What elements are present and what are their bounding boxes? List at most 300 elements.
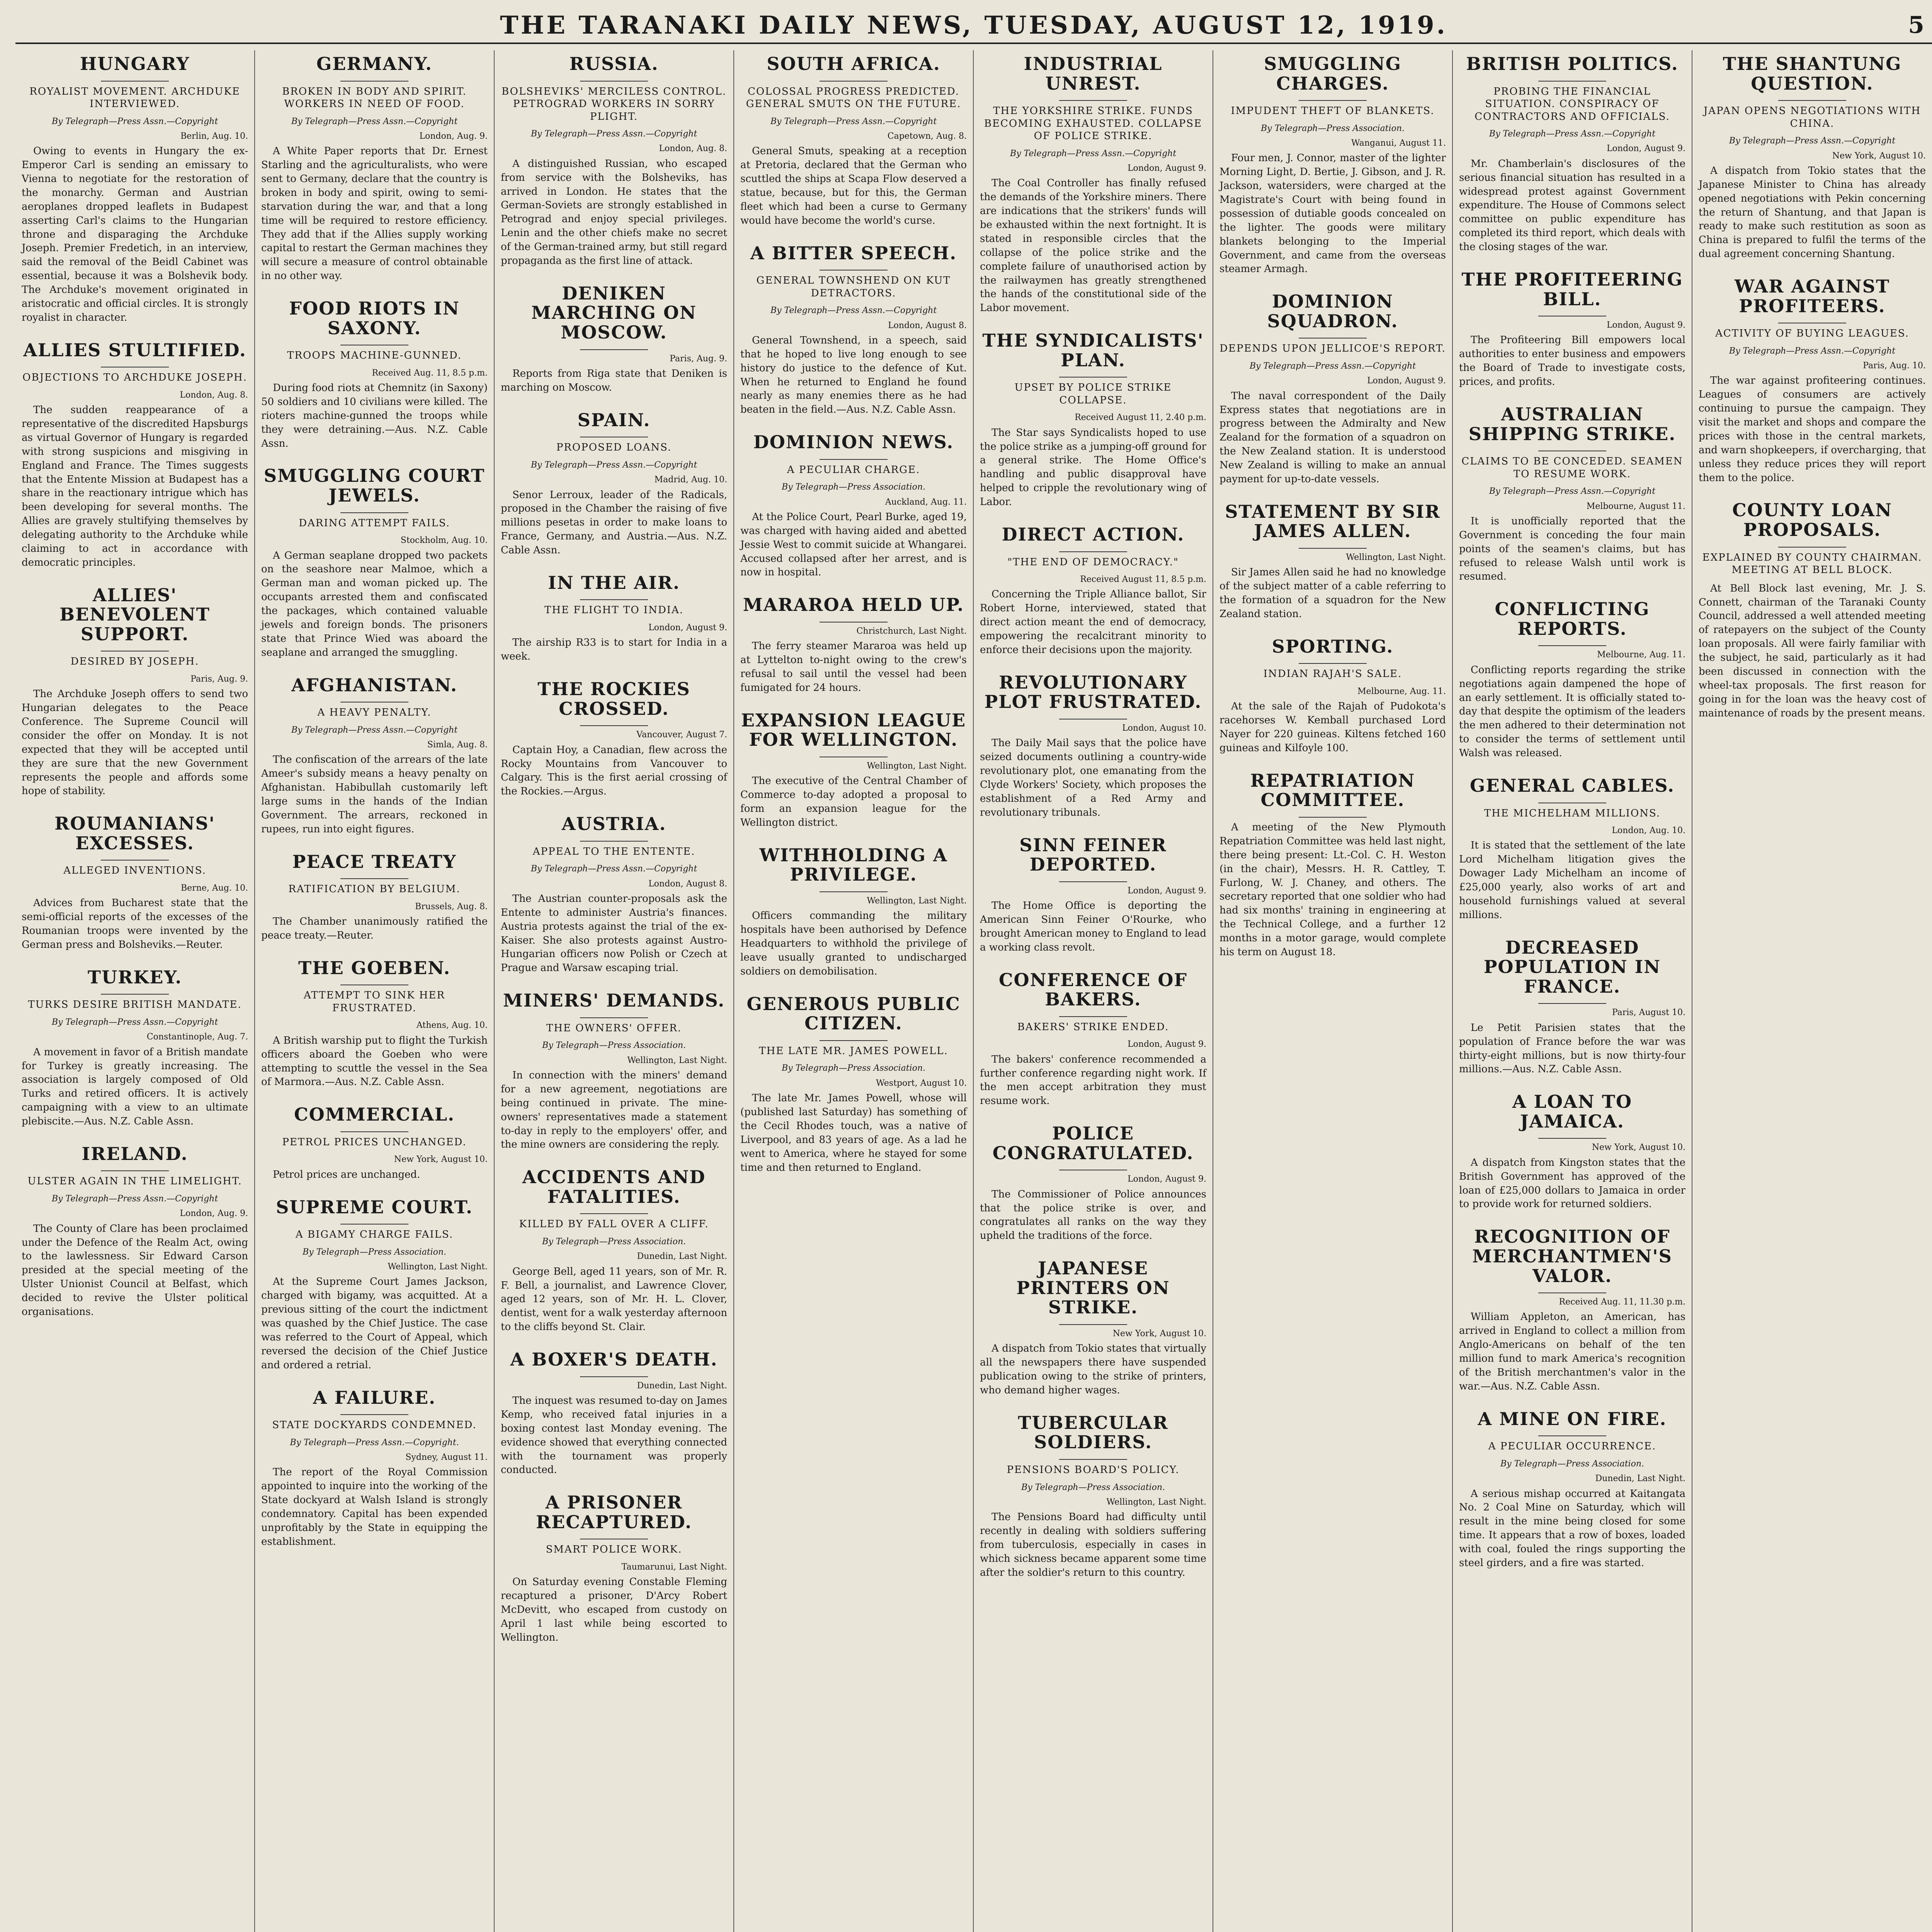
headline-divider (1778, 547, 1846, 548)
article-headline: PEACE TREATY (292, 851, 457, 872)
article (501, 991, 727, 1152)
article-body: Senor Lerroux, leader of the Radicals, proposed in the Chamber the raising of five millions pesetas in order to make loans to France, Germany, and Austria.—Aus. N.Z. Cable Assn. (501, 489, 727, 556)
article (22, 1144, 248, 1319)
article-subheadline: PROBING THE FINANCIAL SITUATION. CONSPIRACY OF CONTRACTORS AND OFFICIALS. (1475, 85, 1670, 122)
article-headline: POLICE CONGRATULATED. (992, 1123, 1194, 1163)
article (740, 54, 967, 228)
headline-divider (580, 599, 648, 600)
article-headline: ACCIDENTS AND FATALITIES. (522, 1167, 706, 1207)
headline-divider (580, 349, 648, 350)
article (501, 814, 727, 975)
article-dateline: London, August 9. (1607, 320, 1685, 330)
article (261, 958, 488, 1089)
article-headline: A MINE ON FIRE. (1478, 1408, 1667, 1429)
article (501, 284, 727, 395)
article (501, 573, 727, 664)
article-body: Petrol prices are unchanged. (273, 1168, 420, 1180)
article (1459, 1092, 1685, 1211)
article-headline: RUSSIA. (569, 53, 659, 74)
article (501, 1167, 727, 1334)
article-dateline: Received August 11, 8.5 p.m. (1080, 575, 1206, 585)
article-dateline: Christchurch, Last Night. (856, 626, 967, 636)
article-subheadline: A HEAVY PENALTY. (317, 707, 432, 719)
article-subheadline: UPSET BY POLICE STRIKE COLLAPSE. (1014, 382, 1172, 406)
article-body: The war against profiteering continues. Leagues of consumers are actively continuing to pursue the campaign. They visit the market and shops and compare the prices with those in the central markets, and warn shopkeepers, if overcharging, that unless they reduce prices they will report them to the police. (1699, 375, 1926, 484)
article (1459, 54, 1685, 254)
article-dateline: Westport, August 10. (876, 1078, 967, 1088)
article (501, 1493, 727, 1645)
article-headline: IRELAND. (82, 1143, 188, 1164)
article-body: General Smuts, speaking at a reception at Pretoria, declared that the German who scuttled the ships at Scapa Flow deserved a statue, because, but for this, the German fleet which had been a curse to Germany would have become the world's curse. (740, 145, 967, 226)
headline-divider (1299, 663, 1367, 664)
article (1459, 599, 1685, 760)
article-dateline: Received August 11, 2.40 p.m. (1075, 413, 1206, 423)
article-headline: ALLIES STULTIFIED. (23, 339, 247, 361)
article (980, 970, 1206, 1109)
article-byline: By Telegraph—Press Assn.—Copyright (531, 864, 697, 874)
article-dateline: New York, August 10. (1592, 1143, 1685, 1153)
article (501, 54, 727, 268)
article-body: General Townshend, in a speech, said that he hoped to live long enough to see history do justice to the defence of Kut. When he returned to England he found nearly as many enemies there as he had beaten in the field.—Aus. N.Z. Cable Assn. (740, 334, 967, 416)
headline-divider (580, 1017, 648, 1018)
article-byline: By Telegraph—Press Assn.—Copyright. (290, 1437, 459, 1447)
article-headline: GENEROUS PUBLIC CITIZEN. (747, 993, 961, 1034)
article-headline: AUSTRIA. (561, 813, 667, 835)
article (1459, 776, 1685, 922)
article-headline: STATEMENT BY SIR JAMES ALLEN. (1225, 501, 1440, 542)
article-dateline: Wanganui, August 11. (1351, 138, 1446, 148)
column-7 (1453, 50, 1692, 1932)
article-dateline: Brussels, Aug. 8. (415, 901, 488, 912)
article-body: The County of Clare has been proclaimed under the Defence of the Realm Act, owing to the lawlessness. Sir Edward Carson presided at the special meeting of the Ulster Unionist Council at Belfast, which decided to revive the Ulster political organisations. (22, 1223, 248, 1318)
article-headline: DECREASED POPULATION IN FRANCE. (1483, 937, 1661, 997)
article-body: At the sale of the Rajah of Pudokota's racehorses W. Kemball purchased Lord Nayer for 220 guineas. Kiltens fetched 160 guineas and Kilfoyle 100. (1219, 701, 1446, 754)
headline-divider (1299, 100, 1367, 101)
article (740, 432, 967, 580)
article-subheadline: THE FLIGHT TO INDIA. (544, 604, 684, 616)
article-byline: By Telegraph—Press Assn.—Copyright (291, 725, 458, 735)
column-2 (255, 50, 495, 1932)
article-headline: MARAROA HELD UP. (743, 594, 964, 616)
article-headline: THE SYNDICALISTS' PLAN. (982, 330, 1204, 371)
article-dateline: Melbourne, Aug. 11. (1597, 650, 1685, 660)
headline-divider (1538, 81, 1606, 82)
article-headline: GERMANY. (316, 53, 433, 74)
article-dateline: Paris, Aug. 9. (670, 354, 727, 364)
article-subheadline: DEPENDS UPON JELLICOE'S REPORT. (1219, 343, 1446, 355)
column-5 (974, 50, 1213, 1932)
article-body: At the Police Court, Pearl Burke, aged 19, was charged with having aided and abetted Jessie West to commit suicide at Whangarei. Accused collapsed after her arrest, and is now in hospital. (740, 511, 967, 578)
article (980, 1124, 1206, 1243)
article-byline: By Telegraph—Press Assn.—Copyright (51, 116, 218, 126)
article-dateline: London, August 9. (1128, 886, 1206, 896)
article-dateline: London, August 9. (1367, 376, 1446, 386)
article-headline: DOMINION SQUADRON. (1267, 291, 1398, 332)
article-dateline: London, Aug. 9. (180, 1209, 248, 1219)
article-body: A distinguished Russian, who escaped from service with the Bolsheviks, has arrived in London. He states that the German-Soviets are strongly established in Petrograd and enjoy special privileges. Lenin and the other chiefs make no secret of the German-trained army, but still regard propaganda as the first line of attack. (501, 158, 727, 267)
article-headline: AFGHANISTAN. (291, 674, 458, 696)
article-body: The Commissioner of Police announces that the police strike is over, and congratulates all ranks on the way they upheld the traditions of the force. (980, 1188, 1206, 1242)
article-subheadline: COLOSSAL PROGRESS PREDICTED. GENERAL SMUTS ON THE FUTURE. (746, 85, 961, 110)
headline-divider (580, 1376, 648, 1377)
article (1459, 1227, 1685, 1393)
article-subheadline: BROKEN IN BODY AND SPIRIT. WORKERS IN NEED OF FOOD. (282, 85, 467, 110)
article-byline: By Telegraph—Press Assn.—Copyright (1489, 129, 1656, 139)
article-body: A dispatch from Kingston states that the British Government has approved of the loan of £25,000 dollars to Jamaica in order to provide work for returned soldiers. (1459, 1156, 1685, 1210)
article-byline: By Telegraph—Press Assn.—Copyright (531, 460, 697, 470)
article-subheadline: STATE DOCKYARDS CONDEMNED. (272, 1419, 477, 1431)
article-subheadline: THE LATE MR. JAMES POWELL. (759, 1045, 948, 1057)
article-headline: SUPREME COURT. (276, 1196, 473, 1218)
article (1699, 54, 1926, 261)
article-byline: By Telegraph—Press Association. (1261, 123, 1405, 133)
article-headline: SMUGGLING COURT JEWELS. (264, 465, 485, 506)
article-body: At Bell Block last evening, Mr. J. S. Connett, chairman of the Taranaki County Council, addressed a well attended meeting of ratepayers on the subject of the County loan proposals. All were fairly familiar with the subject, he said, particularly as it had been discussed in connection with the wheel-tax proposals. The first reason for going in for the loan was the heavy cost of maintenance of roads by the present means. (1699, 582, 1926, 719)
article-body: The Austrian counter-proposals ask the Entente to administer Austria's finances. Austria protests against the trial of the ex-Kaiser. She also protests against Austro-Hungarian officers now Polish or Czech at Prague and Warsaw escaping trial. (501, 893, 727, 974)
article-subheadline: OBJECTIONS TO ARCHDUKE JOSEPH. (22, 372, 247, 384)
article (740, 595, 967, 695)
article-body: A British warship put to flight the Turkish officers aboard the Goeben who were attempting to scuttle the vessel in the Sea of Marmora.—Aus. N.Z. Cable Assn. (261, 1034, 488, 1088)
article-headline: A LOAN TO JAMAICA. (1512, 1091, 1633, 1132)
article (980, 835, 1206, 955)
headline-divider (340, 1131, 408, 1132)
article-dateline: London, Aug. 8. (659, 144, 727, 154)
article-headline: THE ROCKIES CROSSED. (537, 679, 690, 719)
article-subheadline: PETROL PRICES UNCHANGED. (282, 1136, 467, 1148)
article (1459, 405, 1685, 584)
column-6 (1213, 50, 1453, 1932)
article (1459, 938, 1685, 1077)
article (22, 54, 248, 325)
article (1699, 500, 1926, 720)
article-subheadline: CLAIMS TO BE CONCEDED. SEAMEN TO RESUME WORK. (1461, 456, 1683, 480)
article-subheadline: ALLEGED INVENTIONS. (63, 865, 206, 877)
article (22, 968, 248, 1129)
column-8 (1692, 50, 1932, 1932)
headline-divider (101, 1170, 169, 1171)
article-dateline: London, August 10. (1122, 723, 1206, 733)
article-body: The late Mr. James Powell, whose will (published last Saturday) has something of the Cecil Rhodes touch, was a native of Liverpool, and 83 years of age. As a lad he went to America, where he stayed for some time and then returned to England. (740, 1092, 967, 1173)
headline-divider (1538, 1003, 1606, 1004)
article-byline: By Telegraph—Press Assn.—Copyright (51, 1194, 218, 1204)
article-dateline: Paris, Aug. 9. (190, 674, 248, 684)
article-dateline: London, Aug. 10. (1612, 826, 1685, 836)
article-byline: By Telegraph—Press Assn.—Copyright (1249, 361, 1416, 371)
article-body: Sir James Allen said he had no knowledge of the subject matter of a cable referring to the formation of a squadron for the New Zealand station. (1219, 566, 1446, 620)
article (261, 54, 488, 283)
article (980, 525, 1206, 657)
article-body: It is stated that the settlement of the late Lord Michelham litigation gives the Dowager Lady Michelham an income of £25,000 yearly, also works of art and household furnishings valued at several millions. (1459, 840, 1685, 921)
article-subheadline: BAKERS' STRIKE ENDED. (1017, 1021, 1169, 1033)
article-headline: A FAILURE. (313, 1387, 436, 1408)
article-headline: REVOLUTIONARY PLOT FRUSTRATED. (984, 672, 1202, 713)
article-subheadline: JAPAN OPENS NEGOTIATIONS WITH CHINA. (1703, 105, 1921, 129)
masthead (15, 8, 1932, 44)
article-subheadline: PENSIONS BOARD'S POLICY. (1007, 1464, 1180, 1476)
article-body: The Daily Mail says that the police have seized documents outlining a country-wide revolutionary plot, one emanating from the Clyde Workers' Society, which proposes the establishment of a Red Army and revolutionary tribunals. (980, 737, 1206, 818)
article-dateline: London, Aug. 9. (419, 131, 488, 141)
article-headline: DIRECT ACTION. (1002, 524, 1185, 545)
headline-divider (340, 1224, 408, 1225)
headline-divider (580, 841, 648, 842)
article-dateline: Constantinople, Aug. 7. (146, 1032, 248, 1042)
headline-divider (1538, 1138, 1606, 1139)
article-headline: FOOD RIOTS IN SAXONY. (289, 298, 460, 338)
headline-divider (1538, 645, 1606, 646)
article (740, 711, 967, 830)
article-dateline: London, August 9. (1128, 163, 1206, 173)
article-dateline: New York, August 10. (1832, 151, 1926, 161)
article-dateline: Dunedin, Last Night. (637, 1252, 727, 1262)
headline-divider (340, 878, 408, 879)
article-body: A dispatch from Tokio states that the Japanese Minister to China has already opened negotiations with Pekin concerning the return of Shantung, and that Japan is ready to make such restitution as soon as China is prepared to fulfil the terms of the dual agreement concerning Shantung. (1699, 165, 1926, 260)
article-headline: DOMINION NEWS. (753, 432, 954, 453)
article (980, 673, 1206, 820)
column-4 (734, 50, 974, 1932)
headline-divider (340, 81, 408, 82)
article-byline: By Telegraph—Press Association. (782, 482, 925, 492)
article-subheadline: ULSTER AGAIN IN THE LIMELIGHT. (27, 1175, 242, 1187)
article-byline: By Telegraph—Press Association. (1021, 1482, 1165, 1492)
article-body: The confiscation of the arrears of the late Ameer's subsidy means a heavy penalty on Afghanistan. Habibullah customarily left large sums in the hands of the Indian Government. The arrears, reckoned in rupees, run into eight figures. (261, 754, 488, 835)
headline-divider (340, 512, 408, 513)
article-body: The Profiteering Bill empowers local authorities to enter business and empowers the Board of Trade to investigate costs, prices, and profits. (1459, 334, 1685, 388)
article (1459, 1409, 1685, 1570)
article (740, 845, 967, 979)
article-dateline: Stockholm, Aug. 10. (400, 536, 488, 546)
article-body: George Bell, aged 11 years, son of Mr. R. F. Bell, a journalist, and Lawrence Clover, aged 12 years, son of Mr. H. L. Clover, dentist, went for a walk yesterday afternoon to the cliffs beyond St. Clair. (501, 1265, 727, 1333)
article-headline: HUNGARY (80, 53, 190, 74)
headline-divider (820, 1040, 888, 1041)
article-dateline: Paris, Aug. 10. (1863, 361, 1926, 371)
article-dateline: London, Aug. 8. (180, 390, 248, 400)
article-byline: By Telegraph—Press Association. (303, 1247, 446, 1257)
headline-divider (1059, 377, 1127, 378)
headline-divider (101, 81, 169, 82)
article-body: Concerning the Triple Alliance ballot, Sir Robert Horne, interviewed, stated that direct action meant the end of democracy, empowering the recalcitrant minority to enforce their decisions upon the majority. (980, 588, 1206, 656)
article-body: Conflicting reports regarding the strike negotiations again dampened the hope of an early settlement. It is officially stated to-day that despite the optimism of the leaders the men adhered to their determination not to consider the terms of settlement until Walsh was released. (1459, 664, 1685, 759)
article-subheadline: APPEAL TO THE ENTENTE. (532, 845, 696, 857)
article (980, 1413, 1206, 1580)
article-body: At the Supreme Court James Jackson, charged with bigamy, was acquitted. At a previous sitting of the court the indictment was quashed by the Chief Justice. The case was referred to the Court of Appeal, which reversed the decision of the Chief Justice and ordered a retrial. (261, 1276, 488, 1371)
article-headline: EXPANSION LEAGUE FOR WELLINGTON. (741, 709, 966, 750)
article-body: Le Petit Parisien states that the population of France before the war was thirty-eight millions, but is now thirty-four millions.—Aus. N.Z. Cable Assn. (1459, 1022, 1685, 1075)
article-subheadline: DESIRED BY JOSEPH. (70, 656, 199, 668)
headline-divider (1299, 817, 1367, 818)
article-body: The Chamber unanimously ratified the peace treaty.—Reuter. (261, 916, 488, 941)
article-body: William Appleton, an American, has arrived in England to collect a million from Anglo-Americans on behalf of the ten million fund to mark America's recognition of the British merchantmen's valor in the war.—Aus. N.Z. Cable Assn. (1459, 1311, 1685, 1392)
article-subheadline: THE MICHELHAM MILLIONS. (1484, 807, 1661, 819)
article-body: The Coal Controller has finally refused the demands of the Yorkshire miners. There are indications that the strikers' funds will be exhausted within the next fortnight. It is stated in responsible circles that the collapse of the police strike and the complete failure of unauthorised action by the railwaymen has greatly strengthened the hands of the constitutional side of the Labor movement. (980, 177, 1206, 314)
article (501, 679, 727, 799)
article-byline: By Telegraph—Press Assn.—Copyright (531, 129, 697, 139)
article-headline: INDUSTRIAL UNREST. (1024, 53, 1163, 94)
article-headline: TURKEY. (87, 966, 182, 988)
article (22, 585, 248, 799)
article-byline: By Telegraph—Press Assn.—Copyright (51, 1017, 218, 1027)
article-body: The executive of the Central Chamber of Commerce to-day adopted a proposal to form an expansion league for the Wellington district. (740, 775, 967, 828)
newspaper-page (15, 8, 1932, 1932)
article-headline: A BITTER SPEECH. (750, 242, 957, 264)
article (261, 675, 488, 837)
column-3 (495, 50, 734, 1932)
article-byline: By Telegraph—Press Assn.—Copyright (770, 306, 937, 316)
article-subheadline: INDIAN RAJAH'S SALE. (1263, 668, 1402, 680)
article-dateline: Berne, Aug. 10. (181, 883, 248, 893)
article-dateline: New York, August 10. (394, 1155, 488, 1165)
article-body: A dispatch from Tokio states that virtually all the newspapers there have suspended publication owing to the strike of printers, who demand higher wages. (980, 1343, 1206, 1396)
article-body: The naval correspondent of the Daily Express states that negotiations are in progress between the Admiralty and New Zealand for the formation of a squadron on the New Zealand station. It is understood New Zealand is willing to make an annual payment for up-to-date vessels. (1219, 390, 1446, 485)
column-1 (15, 50, 255, 1932)
headline-divider (1538, 1435, 1606, 1436)
article-headline: COUNTY LOAN PROPOSALS. (1732, 500, 1893, 541)
article (1219, 502, 1446, 621)
headline-divider (340, 1414, 408, 1415)
article-headline: SMUGGLING CHARGES. (1264, 53, 1401, 94)
article-headline: A PRISONER RECAPTURED. (536, 1492, 692, 1532)
article (261, 1197, 488, 1372)
article-dateline: Received Aug. 11, 8.5 p.m. (372, 368, 488, 378)
article-dateline: Received Aug. 11, 11.30 p.m. (1559, 1297, 1685, 1307)
headline-divider (820, 81, 888, 82)
article-subheadline: A PECULIAR CHARGE. (787, 464, 920, 476)
headline-divider (580, 725, 648, 726)
article-byline: By Telegraph—Press Association. (782, 1063, 925, 1073)
article-byline: By Telegraph—Press Assn.—Copyright (1010, 148, 1177, 158)
article-dateline: London, August 9. (1128, 1174, 1206, 1184)
article (1219, 637, 1446, 755)
article-headline: MINERS' DEMANDS. (503, 990, 725, 1011)
article-body: Reports from Riga state that Deniken is marching on Moscow. (501, 367, 727, 393)
article-dateline: Dunedin, Last Night. (1595, 1474, 1685, 1484)
headline-divider (1059, 100, 1127, 101)
article-headline: THE SHANTUNG QUESTION. (1723, 53, 1902, 94)
article-subheadline: ROYALIST MOVEMENT. ARCHDUKE INTERVIEWED. (29, 85, 240, 110)
article-dateline: New York, August 10. (1112, 1329, 1206, 1338)
article-body: In connection with the miners' demand for a new agreement, negotiations are being continued in private. The mine-owners' representatives made a statement to-day in reply to the employers' offer, and the mine owners are considering the reply. (501, 1070, 727, 1151)
article-byline: By Telegraph—Press Assn.—Copyright (770, 116, 937, 126)
article-body: Advices from Bucharest state that the semi-official reports of the excesses of the Roumanian troops were invented by the German press and Bolsheviks.—Reuter. (22, 897, 248, 951)
article-headline: IN THE AIR. (548, 572, 680, 593)
article-subheadline: SMART POLICE WORK. (546, 1544, 682, 1556)
article-dateline: Capetown, Aug. 8. (887, 131, 967, 141)
newspaper-title: THE TARANAKI DAILY NEWS, TUESDAY, AUGUST 12, 1919. (500, 10, 1447, 40)
article-body: Captain Hoy, a Canadian, flew across the Rocky Mountains from Vancouver to Calgary. This is the first aerial crossing of the Rockies.—Argus. (501, 744, 727, 798)
article-subheadline: TROOPS MACHINE-GUNNED. (287, 350, 462, 362)
article (980, 331, 1206, 509)
article-headline: A BOXER'S DEATH. (510, 1349, 718, 1370)
headline-divider (101, 994, 169, 995)
article-dateline: Auckland, Aug. 11. (885, 497, 967, 507)
article (1219, 771, 1446, 959)
article-dateline: Wellington, Last Night. (388, 1262, 488, 1272)
article-byline: By Telegraph—Press Assn.—Copyright (1729, 346, 1896, 356)
article-body: The inquest was resumed to-day on James Kemp, who received fatal injuries in a boxing contest last Monday evening. The evidence showed that everything connected with the tournament was properly conducted. (501, 1395, 727, 1476)
columns-container (15, 50, 1932, 1932)
article-headline: CONFLICTING REPORTS. (1495, 599, 1650, 639)
article-body: A meeting of the New Plymouth Repatriation Committee was held last night, there being present: Lt.-Col. C. H. Weston (in the chair), Messrs. H. R. Cattley, T. Furlong, W. J. Chaney, and others. The secretary reported that one soldier who had had six months' training in engineering at the Technical College, and a further 12 months in a motor garage, would complete his term on August 18. (1219, 821, 1446, 958)
headline-divider (580, 1213, 648, 1214)
article-headline: WAR AGAINST PROFITEERS. (1734, 276, 1890, 316)
headline-divider (1778, 100, 1846, 101)
headline-divider (1059, 551, 1127, 552)
article-body: The sudden reappearance of a representative of the discredited Hapsburgs as virtual Governor of Hungary is regarded with strong suspicions and misgiving in England and France. The Times suggests that the Entente Mission at Budapest has a share in the reactionary intrigue which has been developing for several months. The Allies are gravely stultifying themselves by delegating authority to the Archduke while claiming to act in accordance with democratic principles. (22, 404, 248, 568)
article-subheadline: PROPOSED LOANS. (556, 442, 672, 454)
headline-divider (1059, 881, 1127, 882)
article (740, 243, 967, 417)
article-subheadline: RATIFICATION BY BELGIUM. (288, 883, 461, 895)
article-dateline: Wellington, Last Night. (1106, 1497, 1206, 1507)
article-body: During food riots at Chemnitz (in Saxony) 50 soldiers and 10 civilians were killed. The rioters machine-gunned the troops while they were detraining.—Aus. N.Z. Cable Assn. (261, 382, 488, 449)
article-body: The Archduke Joseph offers to send two Hungarian delegates to the Peace Conference. The Supreme Council will consider the offer on Monday. It is not expected that they will be accepted until they are sure that the new Government represents the people and affords some hope of stability. (22, 688, 248, 797)
article-dateline: Athens, Aug. 10. (416, 1020, 488, 1031)
article-byline: By Telegraph—Press Assn.—Copyright (1489, 486, 1656, 497)
article-body: A White Paper reports that Dr. Ernest Starling and the agriculturalists, who were sent to Germany, declare that the country is broken in body and spirit, owing to semi-starvation during the war, and that a long time will be required to restore efficiency. They add that if the Allies supply working capital to restart the German machines they will secure a measure of control obtainable in no other way. (261, 145, 488, 282)
article-body: The airship R33 is to start for India in a week. (501, 637, 727, 663)
article-headline: GENERAL CABLES. (1470, 775, 1675, 796)
article-headline: ROUMANIANS' EXCESSES. (54, 813, 215, 854)
article (980, 1259, 1206, 1398)
article-subheadline: THE OWNERS' OFFER. (546, 1022, 682, 1034)
article-body: The report of the Royal Commission appointed to inquire into the working of the State dockyard at Walsh Island is strongly condemnatory. Capital has been expended unprofitably by the State in equipping the establishment. (261, 1466, 488, 1548)
headline-divider (101, 860, 169, 861)
article-subheadline: ATTEMPT TO SINK HER FRUSTRATED. (304, 990, 445, 1014)
article-body: The ferry steamer Mararoa was held up at Lyttelton to-night owing to the crew's refusal to sail until the vessel had been fumigated for 24 hours. (740, 640, 967, 694)
article-body: Officers commanding the military hospitals have been authorised by Defence Headquarters to withhold the privilege of leave usually granted to undischarged soldiers on demobilisation. (740, 910, 967, 977)
article-subheadline: EXPLAINED BY COUNTY CHAIRMAN. MEETING AT BELL BLOCK. (1702, 551, 1922, 576)
article-body: A movement in favor of a British mandate for Turkey is greatly increasing. The association is largely composed of Old Turks and retired officers. It is actively campaigning with a view to an ultimate plebiscite.—Aus. N.Z. Cable Assn. (22, 1046, 248, 1128)
article-dateline: Melbourne, Aug. 11. (1357, 686, 1446, 696)
article-dateline: Berlin, Aug. 10. (180, 131, 248, 141)
article-dateline: Wellington, Last Night. (1346, 553, 1446, 562)
article-headline: COMMERCIAL. (294, 1104, 455, 1125)
article (1219, 54, 1446, 276)
article-body: The bakers' conference recommended a further conference regarding night work. If the men accept arbitration they must resume work. (980, 1053, 1206, 1107)
headline-divider (820, 891, 888, 892)
article (1459, 270, 1685, 389)
article-subheadline: DARING ATTEMPT FAILS. (299, 517, 450, 529)
article-headline: THE PROFITEERING BILL. (1461, 269, 1683, 310)
article-headline: RECOGNITION OF MERCHANTMEN'S VALOR. (1472, 1226, 1672, 1286)
article-byline: By Telegraph—Press Assn.—Copyright (291, 116, 458, 126)
article-dateline: London, August 8. (648, 879, 727, 889)
article (261, 299, 488, 451)
article (501, 410, 727, 558)
article-headline: SPAIN. (577, 409, 651, 430)
article (1219, 292, 1446, 486)
article-dateline: London, August 9. (1607, 144, 1685, 154)
article-body: Owing to events in Hungary the ex-Emperor Carl is sending an emissary to Vienna to negotiate for the restoration of the monarchy. German and Austrian aeroplanes dropped leaflets in Budapest asserting Carl's claims to the Hungarian throne and disparaging the Archduke Joseph. Premier Fredetich, in an interview, said the removal of the Beidl Cabinet was essential, because it was a Bolshevik body. The Archduke's movement originated in aristocratic and official circles. It is strongly royalist in character. (22, 145, 248, 323)
headline-divider (580, 81, 648, 82)
article-body: Four men, J. Connor, master of the lighter Morning Light, D. Bertie, J. Gibson, and J. R. Jackson, watersiders, were charged at the Magistrate's Court with being found in possession of dutiable goods concealed on the lighter. The goods were military blankets belonging to the Imperial Government, and came from the overseas steamer Armagh. (1219, 152, 1446, 275)
article (740, 994, 967, 1175)
article-subheadline: THE YORKSHIRE STRIKE. FUNDS BECOMING EXHAUSTED. COLLAPSE OF POLICE STRIKE. (984, 105, 1202, 142)
article-headline: BRITISH POLITICS. (1466, 53, 1679, 74)
article-dateline: Melbourne, August 11. (1586, 501, 1685, 511)
article (22, 814, 248, 952)
article-body: On Saturday evening Constable Fleming recaptured a prisoner, D'Arcy Robert McDevitt, who escaped from custody on April 1 last while being escorted to Wellington. (501, 1576, 727, 1643)
article-headline: JAPANESE PRINTERS ON STRIKE. (1016, 1258, 1170, 1318)
article-body: Mr. Chamberlain's disclosures of the serious financial situation has resulted in a widespread protest against Government expenditure. The House of Commons select committee on public expenditure has completed its third report, which deals with the closing stages of the war. (1459, 158, 1685, 253)
article-headline: REPATRIATION COMMITTEE. (1250, 770, 1415, 811)
article (1699, 277, 1926, 485)
article (261, 1105, 488, 1182)
article (501, 1350, 727, 1477)
article-byline: By Telegraph—Press Association. (542, 1236, 686, 1247)
article-subheadline: A BIGAMY CHARGE FAILS. (295, 1229, 454, 1241)
article-dateline: London, August 9. (648, 622, 727, 633)
article-subheadline: TURKS DESIRE BRITISH MANDATE. (28, 999, 242, 1011)
